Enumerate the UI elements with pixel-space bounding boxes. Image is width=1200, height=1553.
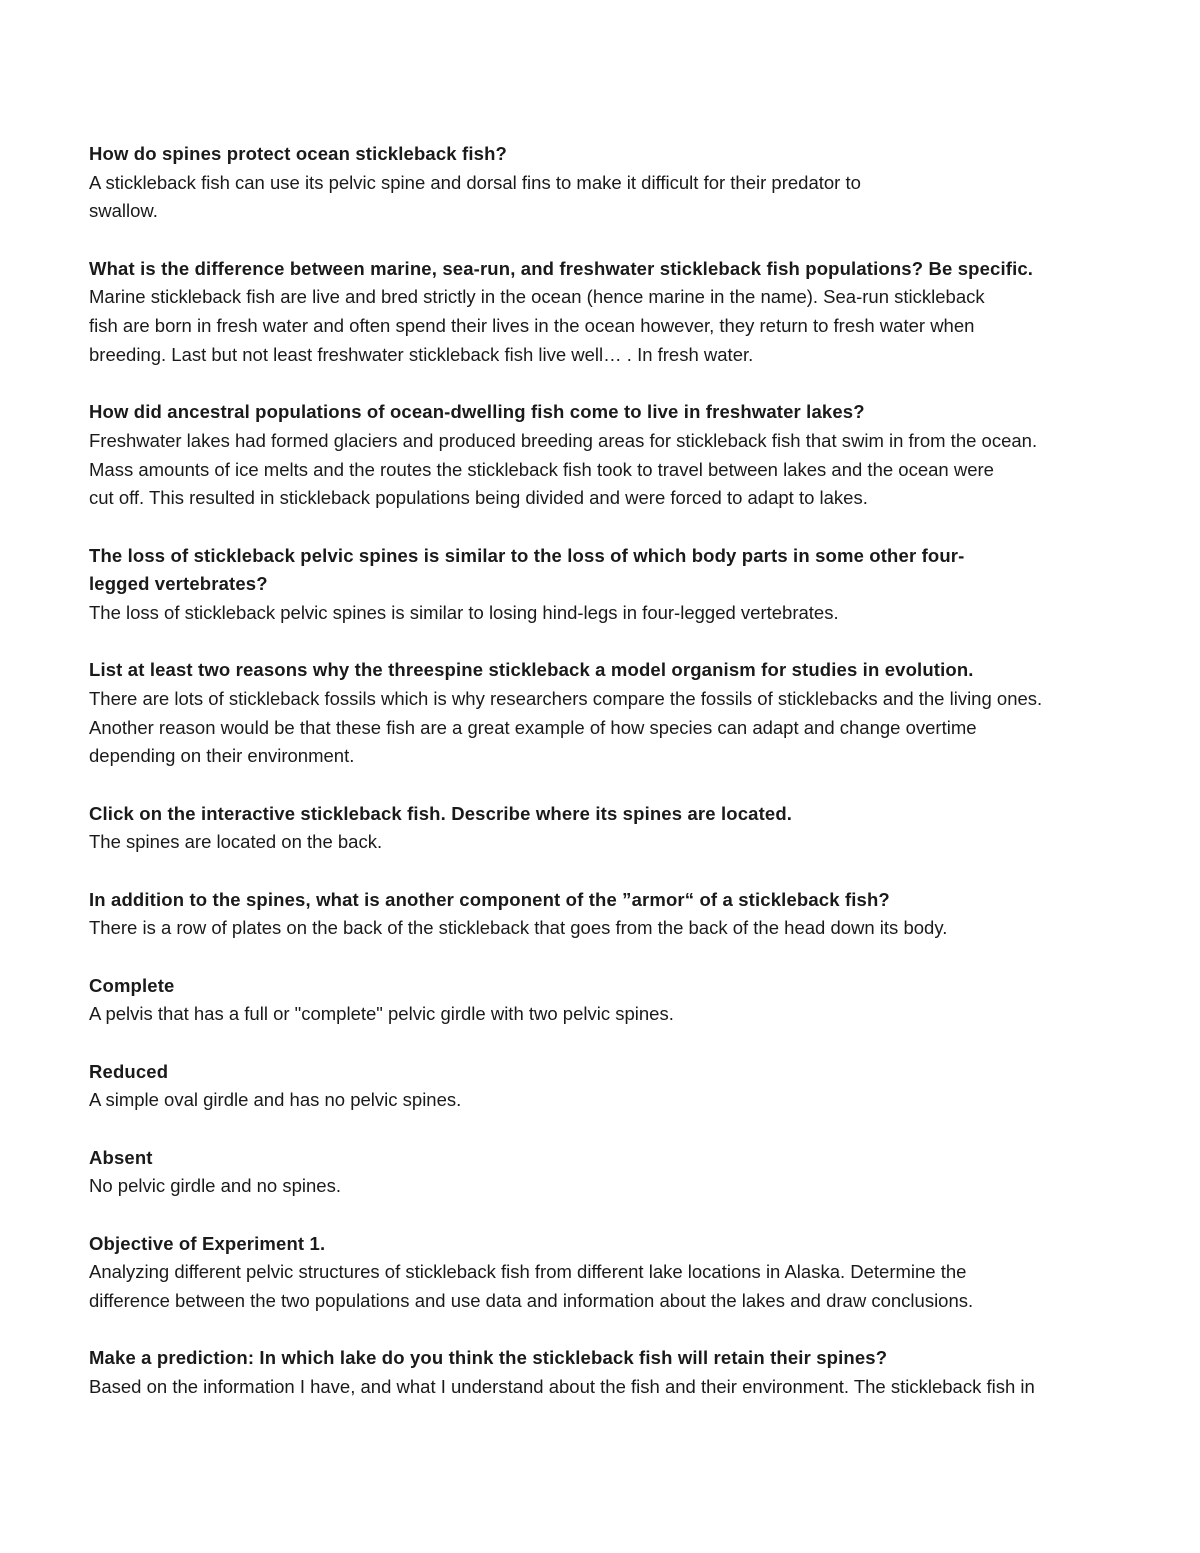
answer-line: There is a row of plates on the back of the stickleback that goes from the back of the head down its body. bbox=[89, 917, 948, 939]
answer-line: Based on the information I have, and what I understand about the fish and their environment. The stickleback fish in bbox=[89, 1376, 1035, 1398]
question-line: Click on the interactive stickleback fish. Describe where its spines are located. bbox=[89, 802, 793, 824]
answer-text bbox=[89, 427, 1197, 513]
answer-line: A simple oval girdle and has no pelvic spines. bbox=[89, 1089, 462, 1111]
answer-line: Another reason would be that these fish are a great example of how species can adapt and change overtime bbox=[89, 716, 977, 738]
answer-text bbox=[89, 685, 1197, 771]
answer-text bbox=[89, 1172, 1197, 1201]
answer-line: A pelvis that has a full or "complete" pelvic girdle with two pelvic spines. bbox=[89, 1003, 674, 1025]
question-heading bbox=[89, 398, 1197, 427]
qa-block bbox=[89, 542, 1197, 628]
answer-text bbox=[89, 828, 1197, 857]
answer-text bbox=[89, 169, 1197, 226]
question-line: Absent bbox=[89, 1146, 153, 1168]
question-line: Complete bbox=[89, 974, 175, 996]
question-heading bbox=[89, 1230, 1197, 1259]
question-heading bbox=[89, 656, 1197, 685]
qa-block bbox=[89, 800, 1197, 857]
question-heading bbox=[89, 255, 1197, 284]
question-line: How do spines protect ocean stickleback fish? bbox=[89, 143, 507, 164]
answer-text bbox=[89, 914, 1197, 943]
qa-block bbox=[89, 1058, 1197, 1115]
question-heading bbox=[89, 542, 1197, 599]
answer-text bbox=[89, 1258, 1197, 1315]
question-heading bbox=[89, 1344, 1197, 1373]
answer-line: depending on their environment. bbox=[89, 745, 355, 767]
question-heading bbox=[89, 972, 1197, 1001]
answer-line: There are lots of stickleback fossils which is why researchers compare the fossils of sticklebacks and the living ones. bbox=[89, 687, 1043, 709]
question-line: What is the difference between marine, sea-run, and freshwater stickleback fish populations? Be specific. bbox=[89, 257, 1034, 279]
answer-line: Marine stickleback fish are live and bred strictly in the ocean (hence marine in the name). Sea-run stickleback bbox=[89, 286, 985, 308]
qa-block bbox=[89, 972, 1197, 1029]
question-line: How did ancestral populations of ocean-dwelling fish come to live in freshwater lakes? bbox=[89, 401, 865, 423]
answer-line: Mass amounts of ice melts and the routes the stickleback fish took to travel between lakes and the ocean were bbox=[89, 458, 994, 480]
qa-block bbox=[89, 140, 1197, 226]
answer-text bbox=[89, 1373, 1197, 1402]
answer-line: cut off. This resulted in stickleback populations being divided and were forced to adapt to lakes. bbox=[89, 487, 868, 509]
answer-text bbox=[89, 283, 1197, 369]
question-line: The loss of stickleback pelvic spines is similar to the loss of which body parts in some other four- bbox=[89, 544, 965, 566]
question-line: Make a prediction: In which lake do you think the stickleback fish will retain their spines? bbox=[89, 1347, 888, 1369]
question-line: legged vertebrates? bbox=[89, 573, 268, 595]
qa-block bbox=[89, 1144, 1197, 1201]
answer-line: Analyzing different pelvic structures of stickleback fish from different lake locations in Alaska. Determine the bbox=[89, 1261, 967, 1283]
question-line: In addition to the spines, what is another component of the ”armor“ of a stickleback fish? bbox=[89, 888, 890, 910]
answer-line: A stickleback fish can use its pelvic spine and dorsal fins to make it difficult for their predator to bbox=[89, 171, 861, 193]
qa-block bbox=[89, 1344, 1197, 1401]
question-heading bbox=[89, 1058, 1197, 1087]
question-line: List at least two reasons why the threespine stickleback a model organism for studies in evolution. bbox=[89, 659, 974, 681]
answer-line: difference between the two populations and use data and information about the lakes and draw conclusions. bbox=[89, 1290, 974, 1312]
answer-text bbox=[89, 599, 1197, 628]
question-heading bbox=[89, 886, 1197, 915]
answer-line: swallow. bbox=[89, 200, 158, 222]
qa-block bbox=[89, 398, 1197, 513]
answer-text bbox=[89, 1000, 1197, 1029]
qa-block bbox=[89, 255, 1197, 370]
answer-line: The spines are located on the back. bbox=[89, 831, 383, 853]
qa-block bbox=[89, 1230, 1197, 1316]
answer-line: breeding. Last but not least freshwater stickleback fish live well… . In fresh water. bbox=[89, 343, 754, 365]
question-line: Objective of Experiment 1. bbox=[89, 1232, 326, 1254]
qa-block bbox=[89, 656, 1197, 771]
question-line: Reduced bbox=[89, 1060, 169, 1082]
question-heading bbox=[89, 140, 1197, 169]
answer-line: The loss of stickleback pelvic spines is similar to losing hind-legs in four-legged vertebrates. bbox=[89, 601, 839, 623]
answer-text bbox=[89, 1086, 1197, 1115]
answer-line: No pelvic girdle and no spines. bbox=[89, 1175, 341, 1197]
answer-line: fish are born in fresh water and often spend their lives in the ocean however, they return to fresh water when bbox=[89, 315, 975, 337]
question-heading bbox=[89, 800, 1197, 829]
answer-line: Freshwater lakes had formed glaciers and produced breeding areas for stickleback fish that swim in from the ocean. bbox=[89, 429, 1038, 451]
question-heading bbox=[89, 1144, 1197, 1173]
document-body bbox=[89, 140, 1197, 1430]
qa-block bbox=[89, 886, 1197, 943]
